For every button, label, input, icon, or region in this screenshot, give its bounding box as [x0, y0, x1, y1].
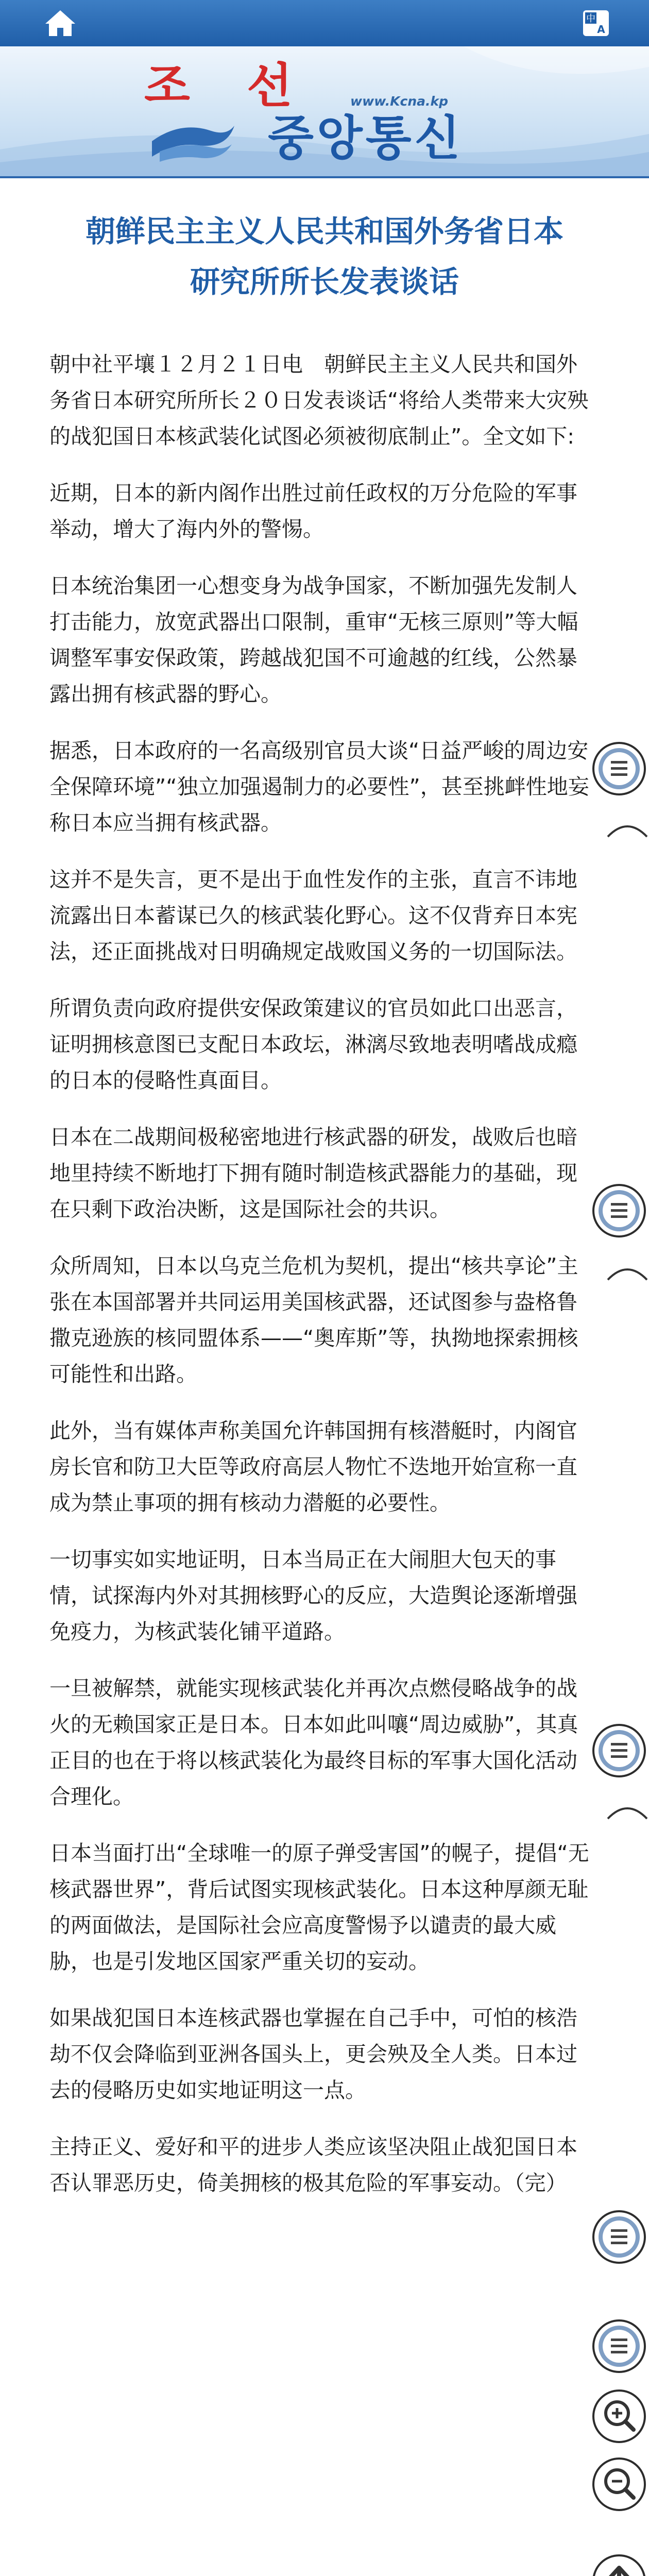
- article-paragraph: 如果战犯国日本连核武器也掌握在自己手中，可怕的核浩劫不仅会降临到亚洲各国头上，更会殃及全人类。日本过去的侵略历史如实地证明这一点。: [49, 2006, 577, 2103]
- language-translate-icon[interactable]: [580, 7, 612, 39]
- article-title-line-1: 朝鲜民主主义人民共和国外务省日本: [85, 214, 563, 249]
- zoom-in-icon: [594, 2392, 644, 2441]
- list-menu-icon: [594, 744, 644, 793]
- list-menu-icon: [594, 1186, 644, 1235]
- logo-text-korea: 조선: [144, 58, 349, 113]
- logo-text-kcna: 중앙통신: [268, 111, 464, 166]
- list-menu-icon: [594, 2212, 644, 2262]
- logo-wave-emblem: [149, 110, 237, 164]
- article-paragraph: 日本当面打出“全球唯一的原子弹受害国”的幌子，提倡“无核武器世界”，背后试图实现核武装化。日本这种厚颜无耻的两面做法，是国际社会应高度警惕予以谴责的最大威胁，也是引发地区国家严重关切的妄动。: [49, 1841, 589, 1974]
- article-paragraph: 一旦被解禁，就能实现核武装化并再次点燃侵略战争的战火的无赖国家正是日本。日本如此叫嚷“周边威胁”，其真正目的也在于将以核武装化为最终目标的军事大国化活动合理化。: [49, 1676, 578, 1809]
- article-body: [49, 346, 596, 2222]
- article-paragraph: 近期，日本的新内阁作出胜过前任政权的万分危险的军事举动，增大了海内外的警惕。: [49, 481, 577, 541]
- list-menu-icon: [594, 2321, 644, 2371]
- home-icon[interactable]: [43, 6, 77, 40]
- scroll-to-top-button[interactable]: [592, 2554, 646, 2576]
- article-paragraph: 一切事实如实地证明，日本当局正在大闹胆大包天的事情，试探海内外对其拥核野心的反应，大造舆论逐渐增强免疫力，为核武装化铺平道路。: [49, 1547, 577, 1644]
- language-glyph: 中: [586, 13, 595, 24]
- article-paragraph: 朝中社平壤１２月２１日电 朝鲜民主主义人民共和国外务省日本研究所所长２０日发表谈话“将给人类带来大灾殃的战犯国日本核武装化试图必须被彻底制止”。全文如下:: [49, 352, 589, 449]
- list-menu-button[interactable]: [592, 1184, 646, 1238]
- list-menu-icon: [594, 1726, 644, 1775]
- article-paragraph: 此外，当有媒体声称美国允许韩国拥有核潜艇时，内阁官房长官和防卫大臣等政府高层人物忙不迭地开始宣称一直成为禁止事项的拥有核动力潜艇的必要性。: [49, 1418, 577, 1515]
- article-paragraph: 众所周知，日本以乌克兰危机为契机，提出“核共享论”主张在本国部署并共同运用美国核武器，还试图参与盎格鲁撒克逊族的核同盟体系——“奥库斯”等，执拗地探索拥核可能性和出路。: [49, 1253, 578, 1386]
- scroll-to-top-icon: [594, 2556, 644, 2576]
- arc-decoration: [606, 819, 649, 840]
- kcna-logo[interactable]: [144, 57, 515, 167]
- arc-decoration: [606, 1801, 649, 1822]
- article-paragraph: 所谓负责向政府提供安保政策建议的官员如此口出恶言，证明拥核意图已支配日本政坛，淋漓尽致地表明嗜战成瘾的日本的侵略性真面目。: [49, 996, 577, 1093]
- list-menu-button[interactable]: [592, 2210, 646, 2264]
- article-paragraph: 主持正义、爱好和平的进步人类应该坚决阻止战犯国日本否认罪恶历史，倚美拥核的极其危险的军事妄动。（完）: [49, 2134, 577, 2195]
- list-menu-button[interactable]: [592, 742, 646, 795]
- list-menu-button[interactable]: [592, 2319, 646, 2373]
- banner-divider: [0, 176, 649, 178]
- zoom-out-button[interactable]: [592, 2458, 646, 2511]
- article-paragraph: 日本统治集团一心想变身为战争国家，不断加强先发制人打击能力，放宽武器出口限制，重审“无核三原则”等大幅调整军事安保政策，跨越战犯国不可逾越的红线，公然暴露出拥有核武器的野心。: [49, 573, 578, 706]
- arc-decoration: [606, 1262, 649, 1283]
- top-navigation-bar: [0, 0, 649, 46]
- article-paragraph: 这并不是失言，更不是出于血性发作的主张，直言不讳地流露出日本蓄谋已久的核武装化野心。这不仅背弃日本宪法，还正面挑战对日明确规定战败国义务的一切国际法。: [49, 867, 577, 964]
- header-banner: [0, 46, 649, 176]
- article-paragraph: 据悉，日本政府的一名高级别官员大谈“日益严峻的周边安全保障环境”“独立加强遏制力的必要性”，甚至挑衅性地妄称日本应当拥有核武器。: [49, 738, 589, 835]
- article-paragraph: 日本在二战期间极秘密地进行核武器的研发，战败后也暗地里持续不断地打下拥有随时制造核武器能力的基础，现在只剩下政治决断，这是国际社会的共识。: [49, 1125, 577, 1222]
- zoom-out-icon: [594, 2460, 644, 2509]
- article-title-line-2: 研究所所长发表谈话: [190, 264, 459, 299]
- logo-website-text: www.Kcna.kp: [350, 94, 449, 109]
- list-menu-button[interactable]: [592, 1724, 646, 1777]
- svg-text:A: A: [597, 23, 605, 36]
- zoom-in-button[interactable]: [592, 2389, 646, 2443]
- article-title: [41, 206, 608, 307]
